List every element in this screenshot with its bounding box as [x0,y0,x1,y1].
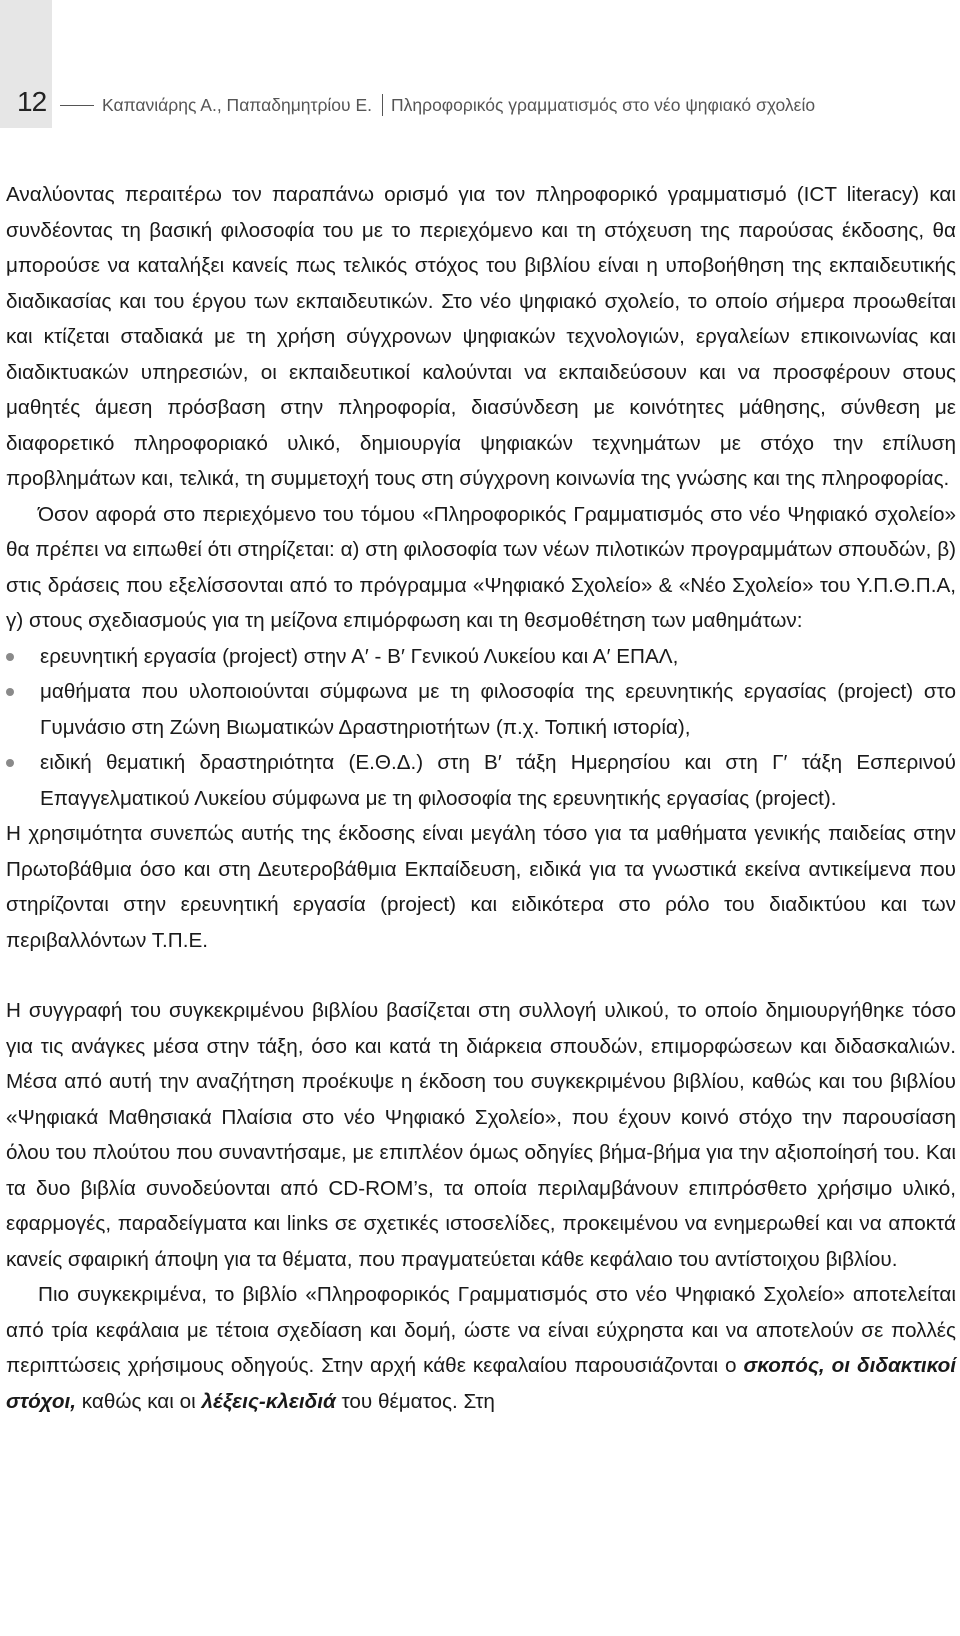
list-item-text: ειδική θεματική δραστηριότητα (Ε.Θ.Δ.) στη Β′ τάξη Ημερησίου και στη Γ′ τάξη Εσπερινού Επαγγελματικού Λυκείου σύμφωνα με τη φιλοσοφία της ερευνητικής εργασίας (project). [40,751,956,810]
page-number-tab [0,0,52,128]
paragraph-5-end: του θέματος. Στη [335,1389,495,1413]
paragraph-4: Η συγγραφή του συγκεκριμένου βιβλίου βασίζεται στη συλλογή υλικού, το οποίο δημιουργήθηκε τόσο για τις ανάγκες μέσα στην τάξη, όσο και κατά τη διάρκεια σπουδών, επιμορφώσεων και διδασκαλιών. Μέσα από αυτή την αναζήτηση προέκυψε η έκδοση του συγκεκριμένου βιβλίου, καθώς και του βιβλίου «Ψηφιακά Μαθησιακά Πλαίσια στο νέο Ψηφιακό Σχολείο», που έχουν κοινό στόχο την παρουσίαση όλου του πλούτου που συναντήσαμε, με επιπλέον όμως οδηγίες βήμα-βήμα για την αξιοποίησή του. Και τα δυο βιβλία συνοδεύονται από CD-ROM’s, τα οποία περιλαμβάνουν επιπρόσθετο χρήσιμο υλικό, εφαρμογές, παραδείγματα και links σε σχετικές ιστοσελίδες, προκειμένου να ενημερωθεί και να αποκτά κανείς σφαιρική άποψη για τα θέματα, που πραγματεύεται κάθε κεφάλαιο του αντίστοιχου βιβλίου. [6,999,956,1271]
header-separator [382,94,383,116]
list-item [6,674,956,745]
paragraph-1: Αναλύοντας περαιτέρω τον παραπάνω ορισμό για τον πληροφορικό γραμματισμό (ICT literacy) και συνδέοντας τη βασική φιλοσοφία του με το περιεχόμενο και τη στόχευση της παρούσας έκδοσης, θα μπορούσε να καταλήξει κανείς πως τελικός στόχος του βιβλίου είναι η υποβοήθηση της εκπαιδευτικής διαδικασίας και του έργου των εκπαιδευτικών. Στο νέο ψηφιακό σχολείο, το οποίο σήμερα προωθείται και κτίζεται σταδιακά με τη χρήση σύγχρονων ψηφιακών τεχνολογιών, εργαλείων επικοινωνίας και διαδικτυακών υπηρεσιών, οι εκπαιδευτικοί καλούνται να εκπαιδεύσουν και να προσφέρουν στους μαθητές άμεση πρόσβαση στην πληροφορία, διασύνδεση με κοινότητες μάθησης, σύνθεση με διαφορετικό πληροφοριακό υλικό, δημιουργία ψηφιακών τεχνημάτων με στόχο την επίλυση προβλημάτων και, τελικά, τη συμμετοχή τους στη σύγχρονη κοινωνία της γνώσης και της πληροφορίας. [6,183,956,490]
page-body [6,177,956,1419]
header-title: Πληροφορικός γραμματισμός στο νέο ψηφιακό σχολείο [391,94,816,115]
bullet-icon [6,759,14,767]
bullet-list [6,639,956,817]
paragraph-5-start: Πιο συγκεκριμένα, το βιβλίο «Πληροφορικός Γραμματισμός στο νέο Ψηφιακό Σχολείο» αποτελείται από τρία κεφάλαια με τέτοια σχεδίαση και δομή, ώστε να είναι εύχρηστα και να αποτελούν σε πολλές περιπτώσεις χρήσιμους οδηγούς. Στην αρχή κάθε κεφαλαίου παρουσιάζονται ο [6,1283,956,1377]
bullet-icon [6,688,14,696]
bullet-icon [6,653,14,661]
emphasis-aims: σκοπός, οι διδακτικοί στόχοι, [6,1354,956,1413]
list-item [6,745,956,816]
header-authors: Καπανιάρης Α., Παπαδημητρίου Ε. [102,94,372,115]
paragraph-2: Όσον αφορά στο περιεχόμενο του τόμου «Πληροφορικός Γραμματισμός στο νέο Ψηφιακό σχολείο» θα πρέπει να ειπωθεί ότι στηρίζεται: α) στη φιλοσοφία των νέων πιλοτικών προγραμμάτων σπουδών, β) στις δράσεις που εξελίσσονται από το πρόγραμμα «Ψηφιακό Σχολείο» & «Νέο Σχολείο» του Υ.Π.Θ.Π.Α, γ) στους σχεδιασμούς για τη μείζονα επιμόρφωση και τη θεσμοθέτηση των μαθημάτων: [6,502,956,632]
list-item [6,639,956,675]
list-item-text: μαθήματα που υλοποιούνται σύμφωνα με τη φιλοσοφία της ερευνητικής εργασίας (project) στο Γυμνάσιο στη Ζώνη Βιωματικών Δραστηριοτήτων (π.χ. Τοπική ιστορία), [40,680,956,739]
emphasis-keywords: λέξεις-κλειδιά [201,1389,336,1413]
header-rule [60,105,94,106]
paragraph-3: Η χρησιμότητα συνεπώς αυτής της έκδοσης είναι μεγάλη τόσο για τα μαθήματα γενικής παιδείας στην Πρωτοβάθμια όσο και στη Δευτεροβάθμια Εκπαίδευση, ειδικά για τα γνωστικά εκείνα αντικείμενα που στηρίζονται στην ερευνητική εργασία (project) και ειδικότερα στο ρόλο του διαδικτύου και των περιβαλλόντων Τ.Π.Ε. [6,822,956,952]
running-head [60,93,815,117]
page-number: 12 [17,86,47,117]
paragraph-5-mid: καθώς και οι [76,1389,202,1413]
paragraph-5 [6,1277,956,1419]
list-item-text: ερευνητική εργασία (project) στην Α′ - Β′ Γενικού Λυκείου και Α′ ΕΠΑΛ, [40,644,679,668]
